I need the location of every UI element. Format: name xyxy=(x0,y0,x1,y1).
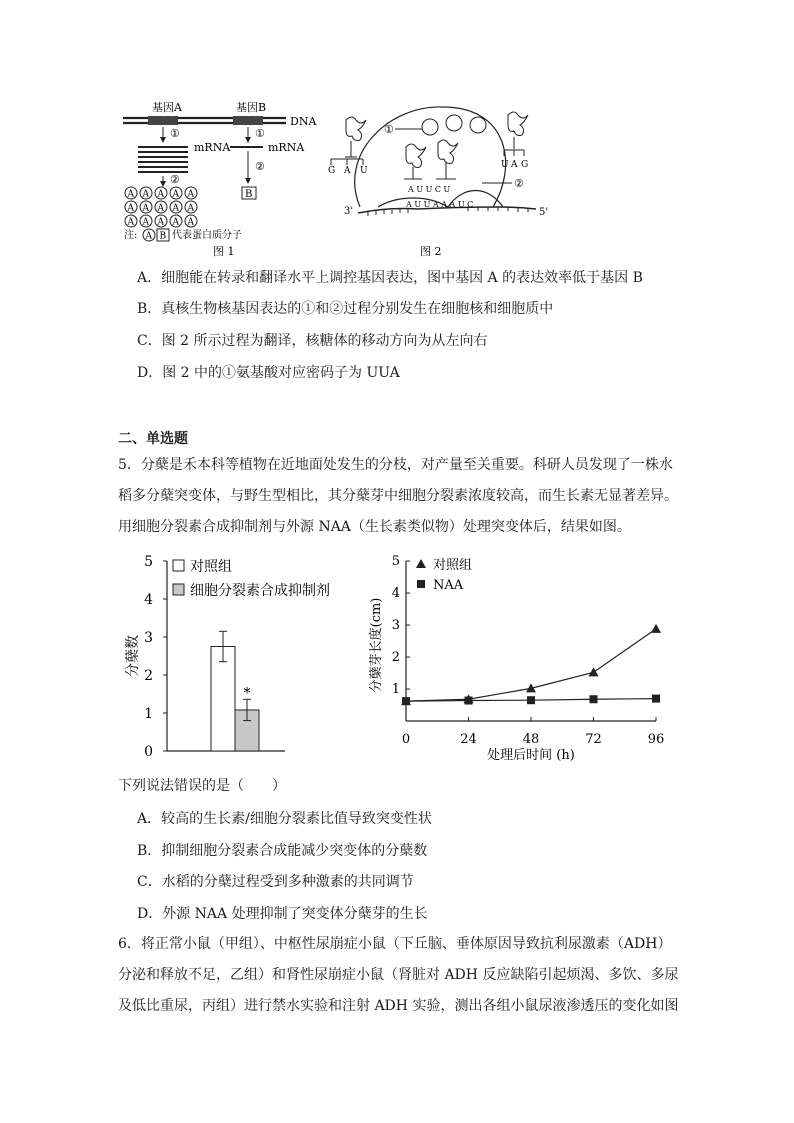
q5-stem-line-1: 5．分蘖是禾本科等植物在近地面处发生的分枝，对产量至关重要。科研人员发现了一株水 xyxy=(118,457,673,473)
fig2-caption: 图 2 xyxy=(420,245,442,258)
protein-a-mark: A xyxy=(157,189,164,200)
line-point-triangle xyxy=(651,624,661,633)
bar-y-tick-label: 5 xyxy=(144,554,153,570)
protein-a-mark: A xyxy=(142,189,149,200)
figure-1 xyxy=(118,95,336,260)
line-legend-marker xyxy=(416,559,426,568)
line-y-tick-label: 1 xyxy=(391,682,400,697)
fig1-step2-right: ② xyxy=(255,160,265,173)
line-legend-label: NAA xyxy=(433,578,464,593)
line-y-tick-label: 3 xyxy=(391,618,400,633)
fig1-gene-a-label: 基因A xyxy=(152,101,182,114)
line-point-square xyxy=(652,695,660,703)
line-y-tick-label: 2 xyxy=(391,650,400,665)
line-x-tick-label: 96 xyxy=(647,732,665,747)
line-x-tick-label: 48 xyxy=(522,732,540,747)
protein-a-mark: A xyxy=(187,217,194,228)
fig2-end-5: 5' xyxy=(539,207,549,218)
line-point-square xyxy=(590,695,598,703)
line-point-triangle xyxy=(589,667,599,676)
q4-option-a: A．细胞能在转录和翻译水平上调控基因表达，图中基因 A 的表达效率低于基因 B xyxy=(137,270,643,286)
protein-a-mark: A xyxy=(127,189,134,200)
line-x-tick-label: 0 xyxy=(401,732,411,747)
fig1-step1-left: ① xyxy=(170,127,180,140)
bar-legend-label: 细胞分裂素合成抑制剂 xyxy=(190,583,330,599)
fig1-note-suffix: 代表蛋白质分子 xyxy=(172,230,242,241)
line-point-square xyxy=(465,697,473,705)
fig1-caption: 图 1 xyxy=(213,245,235,258)
protein-a-mark: A xyxy=(142,217,149,228)
q5-option-b: B．抑制细胞分裂素合成能减少突变体的分蘖数 xyxy=(137,843,428,859)
bar-chart xyxy=(115,548,355,763)
bar-y-axis-label: 分蘖数 xyxy=(125,635,141,677)
trna-in-ribosome xyxy=(404,140,458,179)
section-title: 二、单选题 xyxy=(118,431,188,447)
fig1-mrna-stack xyxy=(138,147,188,172)
line-x-tick-label: 72 xyxy=(585,732,602,747)
q5-question: 下列说法错误的是（ ） xyxy=(118,778,286,794)
fig1-note-prefix: 注: xyxy=(124,230,138,241)
line-legend-marker xyxy=(417,580,425,588)
q5-stem-line-2: 稻多分蘖突变体，与野生型相比，其分蘖芽中细胞分裂素浓度较高，而生长素无显著差异。 xyxy=(118,488,678,504)
protein-a-mark: A xyxy=(157,203,164,214)
fig1-gene-b-label: 基因B xyxy=(236,101,267,114)
fig2-marker-1: ① xyxy=(384,123,394,136)
q5-option-a: A．较高的生长素/细胞分裂素比值导致突变性状 xyxy=(137,811,432,827)
fig2-anticodon-right: G xyxy=(521,160,529,170)
fig2-anticodon-left: A xyxy=(344,166,351,176)
fig2-anticodon-left: U xyxy=(360,166,368,176)
fig1-protein-a-grid xyxy=(125,187,197,228)
fig2-mrna-bases-2: A U U A A A U C xyxy=(406,200,474,209)
fig2-mrna-bases: A U U C U xyxy=(408,185,451,194)
protein-a-mark: A xyxy=(127,203,134,214)
line-y-tick-label: 4 xyxy=(391,586,400,601)
line-chart xyxy=(365,548,680,763)
fig2-marker-2: ② xyxy=(514,177,524,190)
protein-a-mark: A xyxy=(142,203,149,214)
protein-a-mark: A xyxy=(187,189,194,200)
fig1-dna-label: DNA xyxy=(290,115,317,128)
q4-option-d: D．图 2 中的①氨基酸对应密码子为 UUA xyxy=(137,365,400,381)
fig2-anticodon-left: G xyxy=(328,166,336,176)
protein-a-mark: A xyxy=(172,189,179,200)
protein-a-mark: A xyxy=(172,217,179,228)
fig1-mrna-left: mRNA xyxy=(194,141,231,154)
fig1-note-a: A xyxy=(145,231,152,242)
protein-a-mark: A xyxy=(127,217,134,228)
bar-y-tick-label: 0 xyxy=(144,744,153,760)
bar-legend-swatch xyxy=(173,560,184,571)
q5-stem-line-3: 用细胞分裂素合成抑制剂与外源 NAA（生长素类似物）处理突变体后，结果如图。 xyxy=(118,519,631,535)
line-y-tick-label: 5 xyxy=(391,554,400,569)
q5-option-d: D．外源 NAA 处理抑制了突变体分蘖芽的生长 xyxy=(137,906,428,922)
line-x-tick-label: 24 xyxy=(460,732,477,747)
fig2-end-3: 3' xyxy=(344,206,354,217)
fig1-step2-left: ② xyxy=(170,173,180,186)
q6-stem-line-2: 分泌和释放不足，乙组）和肾性尿崩症小鼠（肾脏对 ADH 反应缺陷引起烦渴、多饮、多尿 xyxy=(118,967,679,983)
q5-option-c: C．水稻的分蘖过程受到多种激素的共同调节 xyxy=(137,874,414,890)
fig1-note-b: B xyxy=(159,231,167,242)
protein-a-mark: A xyxy=(187,203,194,214)
fig1-protein-b: B xyxy=(245,189,253,200)
bar-y-tick-label: 1 xyxy=(144,706,153,722)
trna-right xyxy=(501,112,528,170)
protein-a-mark: A xyxy=(172,203,179,214)
fig1-mrna-right: mRNA xyxy=(268,141,305,154)
bar-y-tick-label: 4 xyxy=(144,592,153,608)
bar-y-tick-label: 3 xyxy=(144,630,153,646)
q4-option-c: C．图 2 所示过程为翻译，核糖体的移动方向为从左向右 xyxy=(137,333,488,349)
figure-2 xyxy=(318,95,558,260)
bar-significance-mark: * xyxy=(243,685,251,702)
trna-left xyxy=(328,117,368,176)
fig1-step1-right: ① xyxy=(255,127,265,140)
bar-y-tick-label: 2 xyxy=(144,668,153,684)
fig2-anticodon-right: A xyxy=(511,160,518,170)
line-point-square xyxy=(402,697,410,705)
line-x-axis-label: 处理后时间 (h) xyxy=(487,748,575,763)
q6-stem-line-3: 及低比重尿，丙组）进行禁水实验和注射 ADH 实验，测出各组小鼠尿液渗透压的变化如图 xyxy=(118,998,679,1014)
bar-legend-swatch xyxy=(173,584,184,595)
line-y-axis-label: 分蘖芽长度(cm) xyxy=(369,597,384,693)
q6-stem-line-1: 6．将正常小鼠（甲组）、中枢性尿崩症小鼠（下丘脑、垂体原因导致抗利尿激素（ADH） xyxy=(118,936,672,952)
protein-a-mark: A xyxy=(157,217,164,228)
line-point-square xyxy=(527,696,535,704)
fig2-anticodon-right: U xyxy=(501,160,509,170)
q4-option-b: B．真核生物核基因表达的①和②过程分别发生在细胞核和细胞质中 xyxy=(137,301,554,317)
bar-legend-label: 对照组 xyxy=(190,559,232,575)
line-legend-label: 对照组 xyxy=(433,558,473,573)
